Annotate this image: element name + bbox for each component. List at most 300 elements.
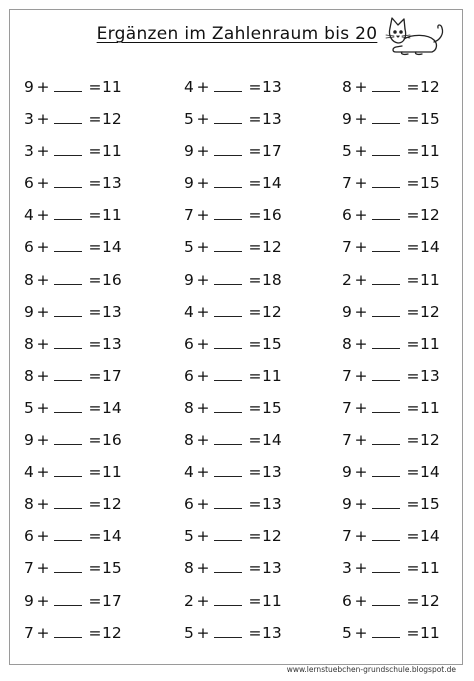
sum-value: 11 [262, 366, 282, 385]
answer-blank[interactable] [214, 238, 242, 252]
plus-sign: + [196, 463, 210, 482]
sum-value: 13 [102, 174, 122, 193]
sum-value: 12 [420, 206, 440, 225]
equals-sign: = [248, 302, 262, 321]
sum-value: 12 [420, 431, 440, 450]
addend: 7 [24, 623, 34, 642]
sum-value: 11 [420, 559, 440, 578]
sum-value: 12 [420, 302, 440, 321]
addend: 2 [342, 270, 352, 289]
addend: 4 [184, 302, 194, 321]
exercise-row [24, 399, 154, 431]
addend: 3 [24, 110, 34, 129]
exercise-row [24, 303, 154, 335]
equals-sign: = [88, 206, 102, 225]
answer-blank[interactable] [372, 495, 400, 509]
plus-sign: + [196, 559, 210, 578]
addend: 8 [24, 334, 34, 353]
plus-sign: + [354, 591, 368, 610]
answer-blank[interactable] [214, 495, 242, 509]
addend: 6 [184, 495, 194, 514]
footer-url: www.lernstuebchen-grundschule.blogspot.de [286, 665, 456, 674]
answer-blank[interactable] [54, 367, 82, 381]
plus-sign: + [196, 623, 210, 642]
equals-sign: = [406, 623, 420, 642]
equals-sign: = [88, 110, 102, 129]
exercise-row [184, 431, 314, 463]
sum-value: 12 [262, 527, 282, 546]
equals-sign: = [248, 142, 262, 161]
equals-sign: = [88, 591, 102, 610]
plus-sign: + [354, 206, 368, 225]
plus-sign: + [354, 463, 368, 482]
sum-value: 17 [102, 591, 122, 610]
exercise-row [342, 431, 472, 463]
sum-value: 13 [262, 559, 282, 578]
plus-sign: + [196, 270, 210, 289]
sum-value: 15 [262, 398, 282, 417]
sum-value: 11 [102, 206, 122, 225]
answer-blank[interactable] [214, 624, 242, 638]
addend: 8 [24, 270, 34, 289]
exercise-row [342, 78, 472, 110]
exercise-row [24, 495, 154, 527]
addend: 9 [24, 431, 34, 450]
addend: 5 [184, 238, 194, 257]
sum-value: 13 [262, 623, 282, 642]
answer-blank[interactable] [372, 174, 400, 188]
sum-value: 12 [420, 591, 440, 610]
sum-value: 15 [420, 495, 440, 514]
equals-sign: = [406, 270, 420, 289]
exercise-row [184, 206, 314, 238]
answer-blank[interactable] [214, 206, 242, 220]
answer-blank[interactable] [54, 592, 82, 606]
plus-sign: + [36, 78, 50, 96]
exercise-row [184, 495, 314, 527]
exercise-row [342, 206, 472, 238]
addend: 6 [24, 527, 34, 546]
equals-sign: = [88, 366, 102, 385]
sum-value: 11 [102, 142, 122, 161]
exercise-row [342, 238, 472, 270]
exercise-row [24, 238, 154, 270]
sum-value: 14 [102, 527, 122, 546]
exercise-row [342, 495, 472, 527]
sum-value: 11 [420, 270, 440, 289]
plus-sign: + [36, 174, 50, 193]
equals-sign: = [88, 623, 102, 642]
sum-value: 12 [102, 495, 122, 514]
equals-sign: = [406, 206, 420, 225]
plus-sign: + [36, 463, 50, 482]
plus-sign: + [196, 366, 210, 385]
plus-sign: + [36, 495, 50, 514]
addend: 9 [24, 302, 34, 321]
equals-sign: = [88, 463, 102, 482]
exercise-row [184, 399, 314, 431]
plus-sign: + [354, 334, 368, 353]
addend: 9 [184, 174, 194, 193]
exercise-column-3 [342, 78, 472, 656]
plus-sign: + [354, 78, 368, 96]
exercise-row [24, 431, 154, 463]
plus-sign: + [36, 110, 50, 129]
answer-blank[interactable] [54, 495, 82, 509]
plus-sign: + [196, 142, 210, 161]
exercise-row [342, 271, 472, 303]
answer-blank[interactable] [214, 463, 242, 477]
exercise-row [24, 367, 154, 399]
plus-sign: + [36, 366, 50, 385]
plus-sign: + [196, 527, 210, 546]
sum-value: 13 [102, 334, 122, 353]
plus-sign: + [354, 142, 368, 161]
sum-value: 13 [262, 463, 282, 482]
answer-blank[interactable] [372, 238, 400, 252]
exercise-row [24, 527, 154, 559]
plus-sign: + [196, 302, 210, 321]
sum-value: 13 [262, 495, 282, 514]
equals-sign: = [406, 302, 420, 321]
exercise-row [184, 271, 314, 303]
plus-sign: + [36, 559, 50, 578]
equals-sign: = [406, 78, 420, 96]
sum-value: 12 [262, 238, 282, 257]
sum-value: 11 [102, 78, 122, 96]
plus-sign: + [36, 431, 50, 450]
addend: 7 [342, 398, 352, 417]
addend: 8 [24, 366, 34, 385]
equals-sign: = [248, 174, 262, 193]
sum-value: 14 [420, 527, 440, 546]
equals-sign: = [248, 431, 262, 450]
addend: 6 [184, 334, 194, 353]
answer-blank[interactable] [214, 78, 242, 92]
plus-sign: + [354, 495, 368, 514]
plus-sign: + [196, 174, 210, 193]
exercise-row [184, 78, 314, 110]
addend: 7 [184, 206, 194, 225]
exercise-row [342, 110, 472, 142]
sum-value: 14 [102, 238, 122, 257]
answer-blank[interactable] [54, 206, 82, 220]
answer-blank[interactable] [372, 592, 400, 606]
answer-blank[interactable] [372, 303, 400, 317]
answer-blank[interactable] [54, 303, 82, 317]
answer-blank[interactable] [372, 399, 400, 413]
plus-sign: + [36, 142, 50, 161]
answer-blank[interactable] [54, 624, 82, 638]
plus-sign: + [196, 78, 210, 96]
sum-value: 18 [262, 270, 282, 289]
exercise-column-1 [24, 78, 154, 656]
addend: 8 [184, 559, 194, 578]
exercise-row [184, 238, 314, 270]
equals-sign: = [248, 527, 262, 546]
answer-blank[interactable] [214, 431, 242, 445]
equals-sign: = [88, 270, 102, 289]
addend: 8 [342, 334, 352, 353]
plus-sign: + [36, 334, 50, 353]
plus-sign: + [36, 398, 50, 417]
plus-sign: + [36, 623, 50, 642]
equals-sign: = [248, 78, 262, 96]
answer-blank[interactable] [372, 463, 400, 477]
plus-sign: + [36, 591, 50, 610]
addend: 7 [342, 527, 352, 546]
plus-sign: + [354, 431, 368, 450]
sum-value: 13 [262, 78, 282, 96]
plus-sign: + [354, 398, 368, 417]
addend: 9 [342, 110, 352, 129]
answer-blank[interactable] [54, 559, 82, 573]
exercise-row [24, 592, 154, 624]
answer-blank[interactable] [372, 142, 400, 156]
plus-sign: + [196, 238, 210, 257]
exercise-row [342, 399, 472, 431]
equals-sign: = [248, 110, 262, 129]
addend: 6 [342, 591, 352, 610]
answer-blank[interactable] [372, 206, 400, 220]
sum-value: 11 [262, 591, 282, 610]
equals-sign: = [248, 398, 262, 417]
answer-blank[interactable] [54, 399, 82, 413]
equals-sign: = [88, 495, 102, 514]
sum-value: 11 [420, 623, 440, 642]
sum-value: 15 [420, 110, 440, 129]
answer-blank[interactable] [372, 559, 400, 573]
exercise-row [24, 110, 154, 142]
equals-sign: = [88, 174, 102, 193]
sum-value: 12 [102, 110, 122, 129]
equals-sign: = [406, 591, 420, 610]
addend: 6 [342, 206, 352, 225]
answer-blank[interactable] [54, 431, 82, 445]
exercise-row [24, 463, 154, 495]
plus-sign: + [354, 302, 368, 321]
addend: 6 [184, 366, 194, 385]
equals-sign: = [248, 623, 262, 642]
sum-value: 16 [262, 206, 282, 225]
addend: 8 [342, 78, 352, 96]
answer-blank[interactable] [54, 78, 82, 92]
sum-value: 14 [102, 398, 122, 417]
exercise-row [24, 335, 154, 367]
answer-blank[interactable] [372, 78, 400, 92]
sum-value: 14 [262, 174, 282, 193]
equals-sign: = [406, 463, 420, 482]
plus-sign: + [354, 174, 368, 193]
sum-value: 13 [102, 302, 122, 321]
addend: 3 [342, 559, 352, 578]
sum-value: 15 [262, 334, 282, 353]
addend: 7 [342, 431, 352, 450]
equals-sign: = [88, 431, 102, 450]
equals-sign: = [406, 431, 420, 450]
addend: 6 [24, 174, 34, 193]
plus-sign: + [354, 527, 368, 546]
sum-value: 14 [262, 431, 282, 450]
answer-blank[interactable] [214, 174, 242, 188]
sum-value: 12 [420, 78, 440, 96]
answer-blank[interactable] [54, 271, 82, 285]
exercise-row [184, 110, 314, 142]
equals-sign: = [248, 463, 262, 482]
equals-sign: = [248, 495, 262, 514]
exercise-row [184, 463, 314, 495]
sum-value: 11 [420, 142, 440, 161]
answer-blank[interactable] [214, 367, 242, 381]
addend: 9 [342, 302, 352, 321]
addend: 8 [184, 431, 194, 450]
worksheet-title: Ergänzen im Zahlenraum bis 20 [96, 24, 378, 44]
answer-blank[interactable] [54, 527, 82, 541]
exercise-row [184, 592, 314, 624]
equals-sign: = [88, 78, 102, 96]
sum-value: 16 [102, 431, 122, 450]
answer-blank[interactable] [214, 335, 242, 349]
answer-blank[interactable] [214, 303, 242, 317]
addend: 4 [24, 463, 34, 482]
answer-blank[interactable] [214, 142, 242, 156]
addend: 9 [184, 142, 194, 161]
exercise-row [342, 142, 472, 174]
answer-blank[interactable] [54, 463, 82, 477]
exercise-row [184, 527, 314, 559]
answer-blank[interactable] [214, 110, 242, 124]
answer-blank[interactable] [54, 110, 82, 124]
equals-sign: = [88, 527, 102, 546]
equals-sign: = [248, 559, 262, 578]
plus-sign: + [354, 270, 368, 289]
equals-sign: = [248, 591, 262, 610]
exercise-row [342, 527, 472, 559]
exercise-row [184, 624, 314, 656]
exercise-row [24, 174, 154, 206]
answer-blank[interactable] [372, 527, 400, 541]
sum-value: 16 [102, 270, 122, 289]
answer-blank[interactable] [214, 592, 242, 606]
answer-blank[interactable] [214, 271, 242, 285]
addend: 7 [342, 366, 352, 385]
equals-sign: = [248, 366, 262, 385]
exercise-row [342, 335, 472, 367]
exercise-row [184, 367, 314, 399]
plus-sign: + [196, 431, 210, 450]
equals-sign: = [88, 302, 102, 321]
sum-value: 15 [102, 559, 122, 578]
exercise-row [342, 624, 472, 656]
equals-sign: = [406, 527, 420, 546]
addend: 9 [24, 591, 34, 610]
addend: 5 [24, 398, 34, 417]
answer-blank[interactable] [372, 367, 400, 381]
answer-blank[interactable] [54, 174, 82, 188]
plus-sign: + [354, 238, 368, 257]
addend: 6 [24, 238, 34, 257]
plus-sign: + [354, 366, 368, 385]
plus-sign: + [36, 238, 50, 257]
addend: 4 [184, 463, 194, 482]
answer-blank[interactable] [214, 399, 242, 413]
sum-value: 17 [102, 366, 122, 385]
sum-value: 14 [420, 463, 440, 482]
addend: 3 [24, 142, 34, 161]
addend: 5 [184, 527, 194, 546]
equals-sign: = [406, 559, 420, 578]
exercise-row [184, 174, 314, 206]
equals-sign: = [406, 495, 420, 514]
addend: 4 [24, 206, 34, 225]
equals-sign: = [248, 270, 262, 289]
answer-blank[interactable] [54, 335, 82, 349]
exercise-row [24, 271, 154, 303]
sum-value: 11 [420, 334, 440, 353]
exercise-row [342, 463, 472, 495]
answer-blank[interactable] [372, 624, 400, 638]
plus-sign: + [196, 206, 210, 225]
sum-value: 11 [102, 463, 122, 482]
answer-blank[interactable] [372, 271, 400, 285]
equals-sign: = [406, 238, 420, 257]
equals-sign: = [248, 238, 262, 257]
answer-blank[interactable] [54, 238, 82, 252]
plus-sign: + [196, 334, 210, 353]
exercise-row [24, 78, 154, 110]
plus-sign: + [354, 623, 368, 642]
answer-blank[interactable] [214, 527, 242, 541]
exercise-row [24, 206, 154, 238]
plus-sign: + [196, 398, 210, 417]
sum-value: 11 [420, 398, 440, 417]
exercise-row [342, 174, 472, 206]
equals-sign: = [406, 110, 420, 129]
exercise-row [24, 624, 154, 656]
exercise-row [184, 559, 314, 591]
addend: 9 [342, 495, 352, 514]
exercise-row [184, 142, 314, 174]
answer-blank[interactable] [372, 431, 400, 445]
plus-sign: + [36, 302, 50, 321]
exercise-row [184, 335, 314, 367]
equals-sign: = [406, 174, 420, 193]
addend: 9 [184, 270, 194, 289]
exercise-row [184, 303, 314, 335]
addend: 2 [184, 591, 194, 610]
answer-blank[interactable] [54, 142, 82, 156]
plus-sign: + [354, 110, 368, 129]
exercise-row [342, 367, 472, 399]
addend: 7 [24, 559, 34, 578]
exercise-row [342, 303, 472, 335]
exercise-row [24, 559, 154, 591]
sum-value: 13 [262, 110, 282, 129]
equals-sign: = [88, 142, 102, 161]
plus-sign: + [196, 495, 210, 514]
answer-blank[interactable] [214, 559, 242, 573]
answer-blank[interactable] [372, 110, 400, 124]
equals-sign: = [88, 559, 102, 578]
plus-sign: + [196, 591, 210, 610]
plus-sign: + [36, 527, 50, 546]
addend: 5 [184, 110, 194, 129]
equals-sign: = [406, 142, 420, 161]
equals-sign: = [88, 334, 102, 353]
sum-value: 12 [102, 623, 122, 642]
addend: 8 [24, 495, 34, 514]
answer-blank[interactable] [372, 335, 400, 349]
